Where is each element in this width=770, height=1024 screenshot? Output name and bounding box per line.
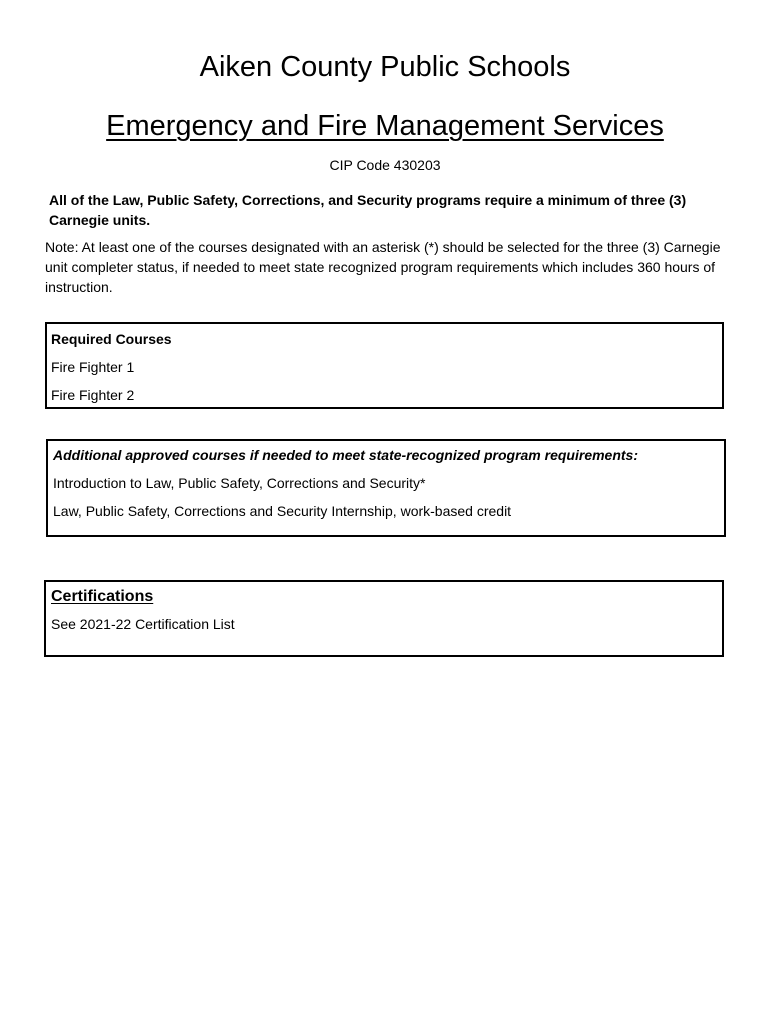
required-courses-box <box>45 322 724 409</box>
program-title: Emergency and Fire Management Services <box>106 110 664 142</box>
additional-courses-box <box>46 439 726 537</box>
additional-courses-heading: Additional approved courses if needed to meet state-recognized program requirements: <box>53 447 639 463</box>
completer-note: Note: At least one of the courses designated with an asterisk (*) should be selected for the three (3) Carnegie unit completer status, if needed to meet state recognized program requirements which includes 360 hours of instruction. <box>45 239 721 295</box>
certification-item: See 2021-22 Certification List <box>51 616 235 632</box>
course-item: Fire Fighter 1 <box>51 359 135 375</box>
certifications-heading: Certifications <box>51 588 154 605</box>
cip-code: CIP Code 430203 <box>329 157 441 173</box>
course-item: Law, Public Safety, Corrections and Security Internship, work-based credit <box>53 503 512 519</box>
course-item: Fire Fighter 2 <box>51 387 135 403</box>
district-title: Aiken County Public Schools <box>199 51 571 83</box>
course-item: Introduction to Law, Public Safety, Corrections and Security* <box>53 475 426 491</box>
required-courses-heading: Required Courses <box>51 331 172 347</box>
requirement-statement: All of the Law, Public Safety, Corrections, and Security programs require a minimum of three (3) Carnegie units. <box>49 192 687 228</box>
certifications-box <box>44 580 724 657</box>
